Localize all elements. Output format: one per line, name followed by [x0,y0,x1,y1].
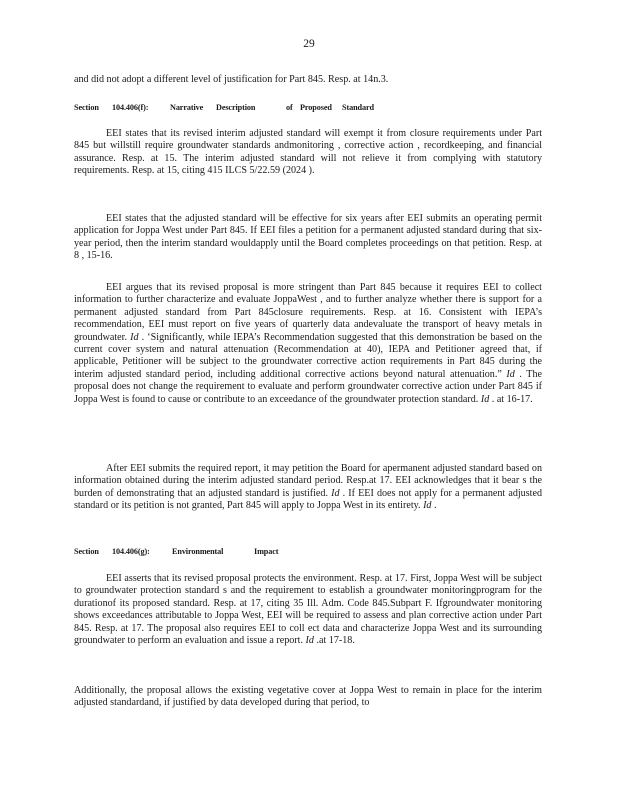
heading-word: of [286,103,293,112]
section-environmental-p2 [74,685,542,710]
intro-line: and did not adopt a different level of justification for Part 845. Resp. at 14n.3. [74,74,389,85]
heading-word: Environmental [172,547,224,556]
paragraph: After EEI submits the required report, it may petition the Board for apermanent adjusted standard based on information obtained during the interim adjusted standard period. Resp.at 17. EEI acknowledges that it bear s the burden of demonstrating that an adjusted standard is justified. Id . If EEI does not apply for a permanent adjusted standard or its petition is not granted, Part 845 will apply to Joppa West in its entirety. Id . [74,463,542,512]
paragraph: EEI argues that its revised proposal is more stringent than Part 845 because it requires EEI to collect information to further characterize and evaluate JoppaWest , and to further analyze whether there is support for a permanent adjusted standard from Part 845closure requirements. Resp. at 16. Consistent with IEPA’s recommendation, EEI must report on five years of quarterly data andevaluate the transport of heavy metals in groundwater. Id . ‘Significantly, while IEPA’s Recommendation suggested that this demonstration be based on the current cover system and natural attenuation (Recommendation at 40), IEPA and Petitioner agreed that, if applicable, Petitioner will be subject to the groundwater corrective action requirements in Part 845 during the interim adjusted standard period, including additional corrective actions beyond natural attenuation.” Id . The proposal does not change the requirement to evaluate and perform groundwater corrective action under Part 845 if Joppa West is found to cause or contribute to an exceedance of the groundwater protection standard. Id . at 16-17. [74,282,542,405]
heading-word: Impact [254,547,279,556]
heading-word: Proposed [300,103,332,112]
section-narrative-p3 [74,282,542,406]
heading-word: Standard [342,103,374,112]
section-heading-environmental [74,547,294,557]
section-narrative-p1 [74,128,542,178]
citation-id: Id [423,500,432,512]
intro-line-block [74,74,542,86]
section-narrative-p2 [74,213,542,263]
paragraph: EEI states that the adjusted standard will be effective for six years after EEI submits an operating permit application for Joppa West under Part 845. If EEI files a petition for a permanent adjusted standard during that six-year period, then the interim standard wouldapply until the Board completes proceedings on that petition. Resp. at 8 , 15-16. [74,213,542,262]
heading-word: 104.406(g): [112,547,150,556]
citation-id: Id [305,635,314,647]
heading-word: Narrative [170,103,204,112]
heading-word: Section [74,547,99,556]
heading-word: Description [216,103,256,112]
paragraph: EEI states that its revised interim adjusted standard will exempt it from closure requirements under Part 845 but willstill require groundwater standards andmonitoring , corrective action , recordkeeping, and financial assurance. Resp. at 15. The interim adjusted standard will not relieve it from complying with statutory requirements. Resp. at 15, citing 415 ILCS 5/22.59 (2024 ). [74,128,542,177]
paragraph: Additionally, the proposal allows the existing vegetative cover at Joppa West to remain in place for the interim adjusted standardand, if justified by data developed during that period, to [74,685,542,709]
section-narrative-p4 [74,463,542,513]
citation-id: Id [130,331,139,343]
heading-word: Section [74,103,99,112]
section-environmental-p1 [74,573,542,647]
citation-id: Id [480,393,490,405]
citation-id: Id [331,487,340,499]
page-number: 29 [303,38,315,50]
citation-id: Id [506,368,515,380]
section-heading-narrative [74,103,404,113]
paragraph: EEI asserts that its revised proposal protects the environment. Resp. at 17. First, Joppa West will be subject to groundwater protection standard s and the requirement to establish a groundwater monitoringprogram for the durationof its proposed standard. Resp. at 17, citing 35 Ill. Adm. Code 845.Subpart F. Ifgroundwater monitoring shows exceedances attributable to Joppa West, EEI will be required to assess and plan corrective action under Part 845. Resp. at 17. The proposal also requires EEI to coll ect data and characterize Joppa West and its surrounding groundwater to perform an evaluation and issue a report. Id .at 17-18. [74,573,542,647]
heading-word: 104.406(f): [112,103,149,112]
